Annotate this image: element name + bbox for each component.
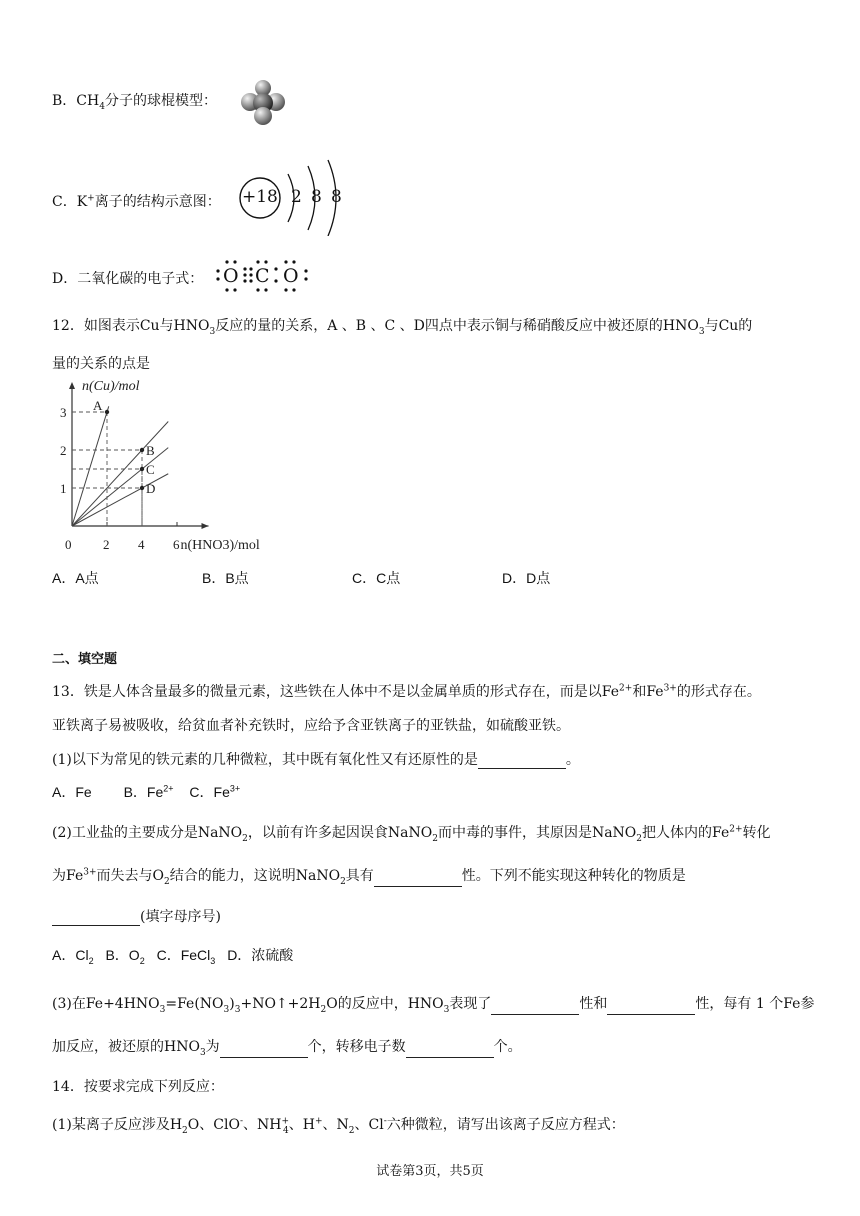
data-point: [140, 448, 144, 452]
page-footer: 试卷第3页，共5页: [376, 1164, 484, 1179]
x-tick-label: 0: [65, 537, 72, 552]
section-title: 二、填空题: [52, 652, 118, 667]
q12-option-d: D．D点: [502, 570, 551, 586]
y-tick-label: 3: [60, 405, 67, 420]
x-axis-arrow: [202, 523, 209, 529]
q11-option-d: D．二氧化碳的电子式：: [52, 271, 204, 287]
q12-option-a: A．A点: [52, 570, 99, 586]
shell-2-electrons: 8: [311, 187, 322, 207]
answer-blank[interactable]: [52, 911, 140, 926]
k-ion-structure-diagram: [238, 156, 348, 236]
data-point: [105, 410, 109, 414]
q13-part3-line2: 加反应，被还原的$HNO_3$为 个，转移电子数 个。: [52, 1039, 522, 1058]
q13-intro-line1: 13．铁是人体含量最多的微量元素，这些铁在人体中不是以金属单质的形式存在，而是以$Fe^{2+}$和$Fe^{3+}$的形式存在。: [52, 683, 761, 700]
shell-1-electrons: 2: [291, 187, 302, 207]
answer-blank[interactable]: [220, 1043, 308, 1058]
q13-part3-line1: (3)在$Fe+4HNO_3=Fe(NO_3)_3+NO↑+2H_2O$的反应中，$HNO_3$表现了 性和 性，每有 1 个Fe参: [52, 996, 815, 1015]
q11-option-c: C．K+离子的结构示意图：: [52, 193, 221, 210]
x-tick-label: 4: [138, 537, 145, 552]
answer-blank[interactable]: [406, 1043, 494, 1058]
point-label: A: [93, 398, 103, 413]
atom-o-left: O: [223, 265, 239, 287]
q13-intro-line2: 亚铁离子易被吸收，给贫血者补充铁时，应给予含亚铁离子的亚铁盐，如硫酸亚铁。: [52, 718, 570, 734]
point-label: B: [146, 443, 155, 458]
y-tick-label: 2: [60, 443, 67, 458]
nucleus-charge: +18: [242, 187, 278, 207]
q12-chart: [54, 378, 284, 556]
y-axis-label: n(Cu)/mol: [82, 379, 140, 394]
atom-c: C: [255, 265, 270, 287]
co2-electron-formula: [214, 258, 314, 292]
q12-option-b: B．B点: [202, 570, 249, 586]
answer-blank[interactable]: [607, 1000, 695, 1015]
q11-option-b: B．$CH_4$分子的球棍模型：: [52, 93, 217, 112]
q14-title: 14．按要求完成下列反应：: [52, 1079, 224, 1095]
series-line: [72, 406, 109, 526]
ch4-ball-stick-model-image: [240, 80, 286, 126]
shell-3-electrons: 8: [331, 187, 342, 207]
q12-stem-line1: 12．如图表示Cu与$HNO_3$反应的量的关系，A 、B 、C 、D四点中表示铜与稀硝酸反应中被还原的$HNO_3$与Cu的: [52, 318, 753, 337]
y-tick-label: 1: [60, 481, 67, 496]
x-tick-label: 6: [173, 537, 180, 552]
q12-stem-line2: 量的关系的点是: [52, 356, 150, 372]
atom-o-right: O: [283, 265, 299, 287]
q13-part1-options: A．Fe B．$Fe^{2+}$ C．$Fe^{3+}$: [52, 783, 241, 800]
q13-part1: (1)以下为常见的铁元素的几种微粒，其中既有氧化性又有还原性的是 。: [52, 752, 580, 768]
answer-blank[interactable]: [374, 872, 462, 887]
x-tick-label: 2: [103, 537, 110, 552]
q13-part2-line1: (2)工业盐的主要成分是NaNO$_2$，以前有许多起因误食NaNO$_2$而中毒的事件，其原因是NaNO$_2$把人体内的$Fe^{2+}$转化: [52, 824, 771, 844]
data-point: [140, 467, 144, 471]
y-axis-arrow: [69, 382, 75, 389]
q13-part2-line2: 为$Fe^{3+}$而失去与$O_2$结合的能力，这说明NaNO$_2$具有 性。下列不能实现这种转化的物质是: [52, 867, 686, 887]
x-axis-label: n(HNO3)/mol: [180, 538, 260, 553]
data-point: [140, 486, 144, 490]
answer-blank[interactable]: [491, 1000, 579, 1015]
q14-part1: (1)某离子反应涉及$H_2O$、ClO-、$NH^+_4$、H+、$N_2$、Cl-六种微粒，请写出该离子反应方程式：: [52, 1116, 625, 1136]
q12-option-c: C．C点: [352, 570, 401, 586]
point-label: D: [146, 481, 156, 496]
q13-part2-line3: (填字母序号): [52, 906, 221, 926]
answer-blank[interactable]: [478, 754, 566, 769]
point-label: C: [146, 462, 155, 477]
q13-part2-options: A．$Cl_2$ B．$O_2$ C．FeCl$_3$ D．浓硫酸: [52, 947, 294, 966]
